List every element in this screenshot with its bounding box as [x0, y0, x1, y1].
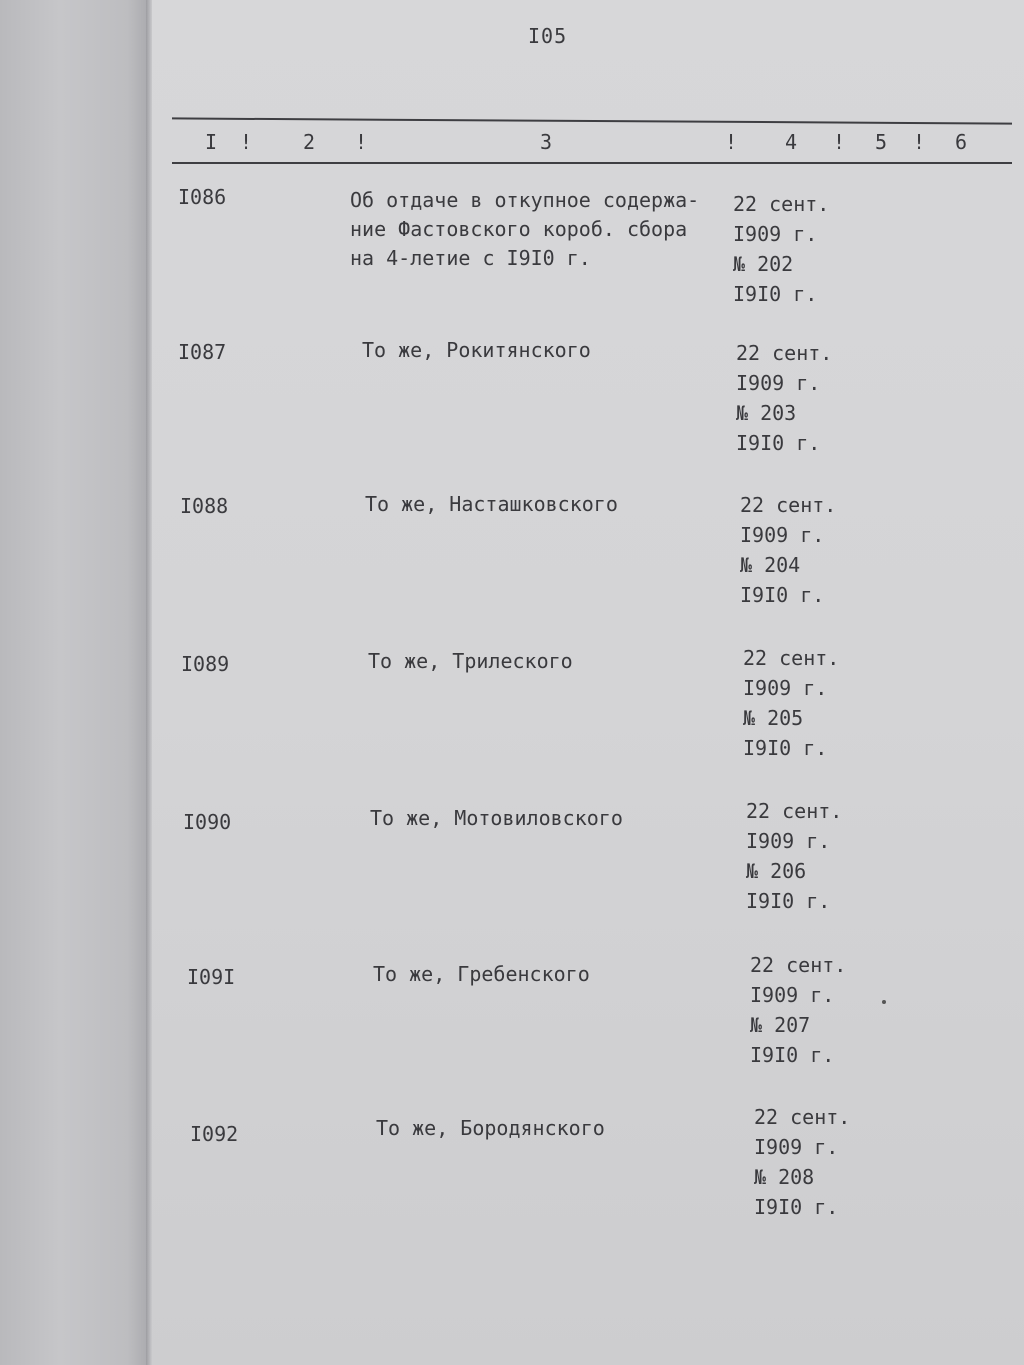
entry-number: I089 [181, 652, 230, 676]
entry-number: I092 [190, 1122, 239, 1146]
entry-title [365, 490, 618, 519]
entry-date [736, 338, 832, 458]
entry-date-line: I9I0 г. [750, 1043, 835, 1067]
entry-date-line: № 207 [750, 1013, 811, 1037]
entry-date-line: № 202 [733, 252, 794, 276]
entry-title-line: То же, Рокитянского [362, 338, 591, 362]
entry-date-line: № 205 [743, 706, 804, 730]
entry-date [733, 189, 829, 309]
entry-title-line: То же, Мотовиловского [370, 806, 623, 830]
entry-date [754, 1102, 850, 1222]
entry-date-line: № 204 [740, 553, 801, 577]
entry-title [373, 960, 590, 989]
entry-date-line: I909 г. [750, 983, 835, 1007]
entry-title-line: ние Фастовского короб. сбора [350, 217, 688, 241]
entry-date-line: I9I0 г. [743, 736, 828, 760]
entry-date-line: I909 г. [746, 829, 831, 853]
column-header-2: 2 [303, 130, 316, 154]
entry-date-line: I909 г. [736, 371, 821, 395]
entry-date [750, 950, 846, 1070]
entry-title [362, 336, 591, 365]
entry-title [376, 1114, 605, 1143]
ink-speck [882, 1000, 886, 1004]
entry-date-line: I9I0 г. [754, 1195, 839, 1219]
column-header-6: 6 [955, 130, 968, 154]
entry-date-line: I909 г. [740, 523, 825, 547]
entry-date-line: I909 г. [754, 1135, 839, 1159]
entry-title-line: То же, Насташковского [365, 492, 618, 516]
entry-title-line: Об отдаче в откупное содержа- [350, 188, 700, 212]
column-separator: ! [240, 130, 253, 154]
entry-number: I086 [178, 185, 227, 209]
entry-date-line: I9I0 г. [746, 889, 831, 913]
entry-number: I090 [183, 810, 232, 834]
entry-number: I088 [180, 494, 229, 518]
column-header-3: 3 [540, 130, 553, 154]
entry-number: I087 [178, 340, 227, 364]
entry-date-line: I9I0 г. [736, 431, 821, 455]
entry-date-line: № 208 [754, 1165, 815, 1189]
entry-date-line: 22 сент. [743, 646, 840, 670]
entry-date-line: 22 сент. [750, 953, 847, 977]
entry-date-line: 22 сент. [736, 341, 833, 365]
entry-date-line: I9I0 г. [733, 282, 818, 306]
entry-date [746, 796, 842, 916]
entry-title [368, 647, 573, 676]
entry-date-line: № 203 [736, 401, 797, 425]
entry-number: I09I [187, 965, 236, 989]
entry-title [370, 804, 623, 833]
entry-date-line: I909 г. [743, 676, 828, 700]
entry-date [743, 643, 839, 763]
entry-date-line: 22 сент. [746, 799, 843, 823]
column-header-1: I [205, 130, 218, 154]
entry-date-line: I9I0 г. [740, 583, 825, 607]
entry-date-line: 22 сент. [754, 1105, 851, 1129]
header-bottom-rule [172, 162, 1012, 164]
entry-title-line: на 4-летие с I9I0 г. [350, 246, 591, 270]
entry-title [350, 186, 699, 273]
entry-date [740, 490, 836, 610]
binding-spine [0, 0, 150, 1365]
column-separator: ! [913, 130, 926, 154]
column-header-4: 4 [785, 130, 798, 154]
entry-date-line: № 206 [746, 859, 807, 883]
entry-title-line: То же, Трилеского [368, 649, 573, 673]
column-separator: ! [725, 130, 738, 154]
column-separator: ! [833, 130, 846, 154]
entry-title-line: То же, Бородянского [376, 1116, 605, 1140]
entry-date-line: I909 г. [733, 222, 818, 246]
entry-date-line: 22 сент. [733, 192, 830, 216]
page-number: I05 [528, 24, 568, 48]
entry-date-line: 22 сент. [740, 493, 837, 517]
column-header-5: 5 [875, 130, 888, 154]
entry-title-line: То же, Гребенского [373, 962, 590, 986]
column-separator: ! [355, 130, 368, 154]
